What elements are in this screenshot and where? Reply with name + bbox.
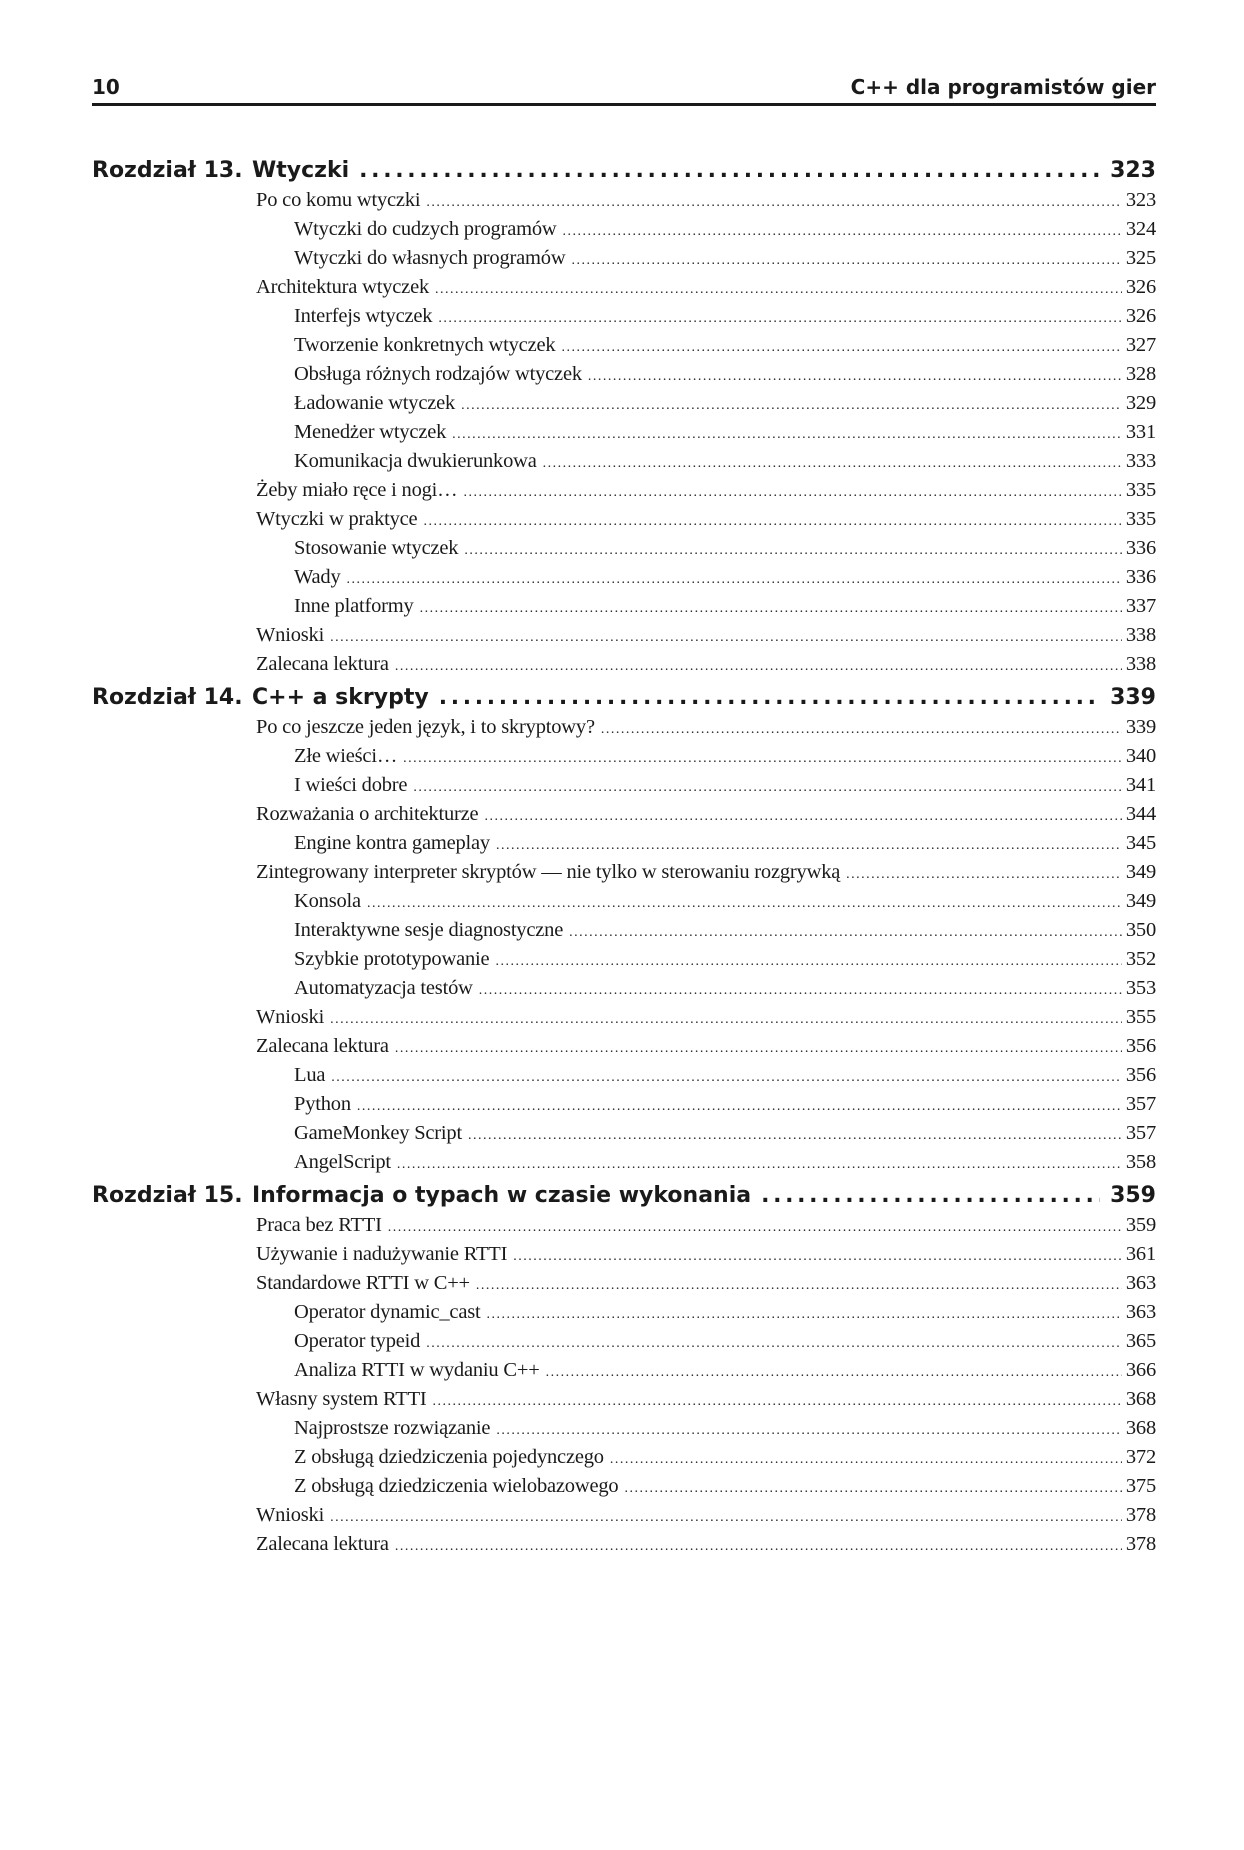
dot-leader bbox=[846, 860, 1122, 889]
entry-page-number: 324 bbox=[1125, 218, 1156, 240]
page-number: 10 bbox=[92, 75, 120, 99]
dot-leader bbox=[468, 1121, 1122, 1150]
toc-subsection-entry[interactable] bbox=[92, 1061, 1156, 1090]
entry-title: Z obsługą dziedziczenia wielobazowego bbox=[294, 1475, 619, 1497]
toc-subsection-entry[interactable] bbox=[92, 916, 1156, 945]
dot-leader bbox=[487, 1300, 1122, 1329]
entry-title: Ładowanie wtyczek bbox=[294, 392, 456, 414]
toc-subsection-entry[interactable] bbox=[92, 1090, 1156, 1119]
entry-title: Menedżer wtyczek bbox=[294, 421, 447, 443]
dot-leader bbox=[461, 391, 1122, 420]
dot-leader bbox=[624, 1474, 1121, 1503]
entry-title: Zalecana lektura bbox=[256, 1533, 389, 1555]
entry-page-number: 345 bbox=[1125, 832, 1156, 854]
toc-section-entry[interactable] bbox=[92, 650, 1156, 679]
entry-page-number: 356 bbox=[1125, 1064, 1156, 1086]
toc-subsection-entry[interactable] bbox=[92, 1414, 1156, 1443]
entry-page-number: 336 bbox=[1125, 566, 1156, 588]
entry-page-number: 357 bbox=[1125, 1093, 1156, 1115]
entry-page-number: 325 bbox=[1125, 247, 1156, 269]
running-title: C++ dla programistów gier bbox=[850, 75, 1156, 99]
chapter-label: Rozdział 13. bbox=[92, 158, 243, 183]
dot-leader bbox=[397, 1150, 1122, 1179]
entry-title: Wnioski bbox=[256, 1006, 325, 1028]
toc-subsection-entry[interactable] bbox=[92, 302, 1156, 331]
dot-leader bbox=[413, 773, 1122, 802]
toc-section-entry[interactable] bbox=[92, 621, 1156, 650]
entry-title: Lua bbox=[294, 1064, 326, 1086]
toc-subsection-entry[interactable] bbox=[92, 1119, 1156, 1148]
dot-leader bbox=[395, 652, 1122, 681]
dot-leader bbox=[433, 1387, 1122, 1416]
entry-title: Interaktywne sesje diagnostyczne bbox=[294, 919, 564, 941]
entry-title: Analiza RTTI w wydaniu C++ bbox=[294, 1359, 540, 1381]
entry-page-number: 357 bbox=[1125, 1122, 1156, 1144]
entry-page-number: 372 bbox=[1125, 1446, 1156, 1468]
entry-title: Interfejs wtyczek bbox=[294, 305, 433, 327]
toc-subsection-entry[interactable] bbox=[92, 1327, 1156, 1356]
toc-section-entry[interactable] bbox=[92, 713, 1156, 742]
entry-page-number: 378 bbox=[1125, 1533, 1156, 1555]
dot-leader bbox=[331, 1063, 1122, 1092]
entry-title: Obsługa różnych rodzajów wtyczek bbox=[294, 363, 582, 385]
entry-title: Żeby miało ręce i nogi… bbox=[256, 479, 458, 501]
chapter-heading[interactable] bbox=[92, 1181, 1156, 1211]
entry-page-number: 359 bbox=[1125, 1214, 1156, 1236]
toc-section-entry[interactable] bbox=[92, 800, 1156, 829]
dot-leader bbox=[423, 507, 1121, 536]
dot-leader bbox=[330, 1005, 1122, 1034]
entry-page-number: 353 bbox=[1125, 977, 1156, 999]
entry-title: Wnioski bbox=[256, 1504, 325, 1526]
chapter-label: Rozdział 15. bbox=[92, 1183, 243, 1208]
entry-page-number: 335 bbox=[1125, 479, 1156, 501]
entry-page-number: 349 bbox=[1125, 890, 1156, 912]
entry-page-number: 358 bbox=[1125, 1151, 1156, 1173]
entry-page-number: 339 bbox=[1125, 716, 1156, 738]
entry-page-number: 340 bbox=[1125, 745, 1156, 767]
chapter-label: Rozdział 14. bbox=[92, 685, 243, 710]
dot-leader bbox=[435, 275, 1122, 304]
dot-leader bbox=[463, 478, 1121, 507]
dot-leader bbox=[359, 156, 1100, 186]
entry-page-number: 356 bbox=[1125, 1035, 1156, 1057]
dot-leader bbox=[330, 623, 1122, 652]
entry-title: Wtyczki do własnych programów bbox=[294, 247, 566, 269]
entry-title: AngelScript bbox=[294, 1151, 391, 1173]
entry-page-number: 328 bbox=[1125, 363, 1156, 385]
entry-title: Komunikacja dwukierunkowa bbox=[294, 450, 537, 472]
toc-subsection-entry[interactable] bbox=[92, 1443, 1156, 1472]
dot-leader bbox=[367, 889, 1122, 918]
toc-subsection-entry[interactable] bbox=[92, 534, 1156, 563]
toc-subsection-entry[interactable] bbox=[92, 215, 1156, 244]
entry-title: Standardowe RTTI w C++ bbox=[256, 1272, 470, 1294]
entry-page-number: 363 bbox=[1125, 1301, 1156, 1323]
entry-title: Praca bez RTTI bbox=[256, 1214, 382, 1236]
toc-section-entry[interactable] bbox=[92, 1501, 1156, 1530]
toc-section-entry[interactable] bbox=[92, 186, 1156, 215]
entry-page-number: 352 bbox=[1125, 948, 1156, 970]
entry-title: Używanie i nadużywanie RTTI bbox=[256, 1243, 508, 1265]
entry-title: Z obsługą dziedziczenia pojedynczego bbox=[294, 1446, 604, 1468]
entry-page-number: 327 bbox=[1125, 334, 1156, 356]
entry-title: Automatyzacja testów bbox=[294, 977, 473, 999]
dot-leader bbox=[561, 333, 1121, 362]
dot-leader bbox=[438, 304, 1122, 333]
toc-section-entry[interactable] bbox=[92, 1032, 1156, 1061]
toc-subsection-entry[interactable] bbox=[92, 1356, 1156, 1385]
entry-title: Zintegrowany interpreter skryptów — nie tylko w sterowaniu rozgrywką bbox=[256, 861, 841, 883]
entry-title: Engine kontra gameplay bbox=[294, 832, 490, 854]
dot-leader bbox=[395, 1532, 1122, 1561]
entry-page-number: 378 bbox=[1125, 1504, 1156, 1526]
toc-section-entry[interactable] bbox=[92, 858, 1156, 887]
toc-section-entry[interactable] bbox=[92, 505, 1156, 534]
dot-leader bbox=[357, 1092, 1122, 1121]
chapter-title: Informacja o typach w czasie wykonania bbox=[252, 1183, 752, 1208]
entry-title: Operator dynamic_cast bbox=[294, 1301, 481, 1323]
dot-leader bbox=[388, 1213, 1122, 1242]
entry-title: Własny system RTTI bbox=[256, 1388, 427, 1410]
entry-page-number: 326 bbox=[1125, 305, 1156, 327]
entry-page-number: 323 bbox=[1125, 189, 1156, 211]
toc-section-entry[interactable] bbox=[92, 1003, 1156, 1032]
dot-leader bbox=[761, 1181, 1100, 1211]
entry-title: Konsola bbox=[294, 890, 361, 912]
entry-page-number: 326 bbox=[1125, 276, 1156, 298]
entry-page-number: 337 bbox=[1125, 595, 1156, 617]
dot-leader bbox=[426, 1329, 1122, 1358]
entry-page-number: 331 bbox=[1125, 421, 1156, 443]
page-header bbox=[92, 72, 1156, 106]
entry-title: Po co jeszcze jeden język, i to skryptowy? bbox=[256, 716, 595, 738]
entry-title: Operator typeid bbox=[294, 1330, 421, 1352]
dot-leader bbox=[569, 918, 1122, 947]
toc-section-entry[interactable] bbox=[92, 1385, 1156, 1414]
entry-title: Najprostsze rozwiązanie bbox=[294, 1417, 491, 1439]
chapter-page-number: 323 bbox=[1110, 158, 1156, 183]
chapter-title: Wtyczki bbox=[252, 158, 350, 183]
entry-page-number: 333 bbox=[1125, 450, 1156, 472]
entry-title: I wieści dobre bbox=[294, 774, 408, 796]
dot-leader bbox=[476, 1271, 1122, 1300]
toc-subsection-entry[interactable] bbox=[92, 389, 1156, 418]
toc-subsection-entry[interactable] bbox=[92, 771, 1156, 800]
entry-title: Architektura wtyczek bbox=[256, 276, 430, 298]
entry-page-number: 349 bbox=[1125, 861, 1156, 883]
toc-subsection-entry[interactable] bbox=[92, 447, 1156, 476]
entry-title: Rozważania o architekturze bbox=[256, 803, 479, 825]
dot-leader bbox=[479, 976, 1122, 1005]
entry-page-number: 341 bbox=[1125, 774, 1156, 796]
entry-title: Zalecana lektura bbox=[256, 653, 389, 675]
entry-page-number: 335 bbox=[1125, 508, 1156, 530]
entry-title: Po co komu wtyczki bbox=[256, 189, 421, 211]
entry-page-number: 338 bbox=[1125, 624, 1156, 646]
entry-title: Szybkie prototypowanie bbox=[294, 948, 490, 970]
toc-subsection-entry[interactable] bbox=[92, 1148, 1156, 1177]
dot-leader bbox=[610, 1445, 1122, 1474]
dot-leader bbox=[563, 217, 1122, 246]
toc-subsection-entry[interactable] bbox=[92, 829, 1156, 858]
toc-section-entry[interactable] bbox=[92, 1240, 1156, 1269]
entry-title: Złe wieści… bbox=[294, 745, 398, 767]
toc-subsection-entry[interactable] bbox=[92, 742, 1156, 771]
dot-leader bbox=[420, 594, 1122, 623]
entry-page-number: 366 bbox=[1125, 1359, 1156, 1381]
dot-leader bbox=[588, 362, 1122, 391]
table-of-contents bbox=[92, 156, 1156, 1559]
entry-title: Wnioski bbox=[256, 624, 325, 646]
entry-page-number: 329 bbox=[1125, 392, 1156, 414]
dot-leader bbox=[452, 420, 1122, 449]
dot-leader bbox=[484, 802, 1121, 831]
entry-title: Tworzenie konkretnych wtyczek bbox=[294, 334, 556, 356]
entry-title: Zalecana lektura bbox=[256, 1035, 389, 1057]
entry-page-number: 361 bbox=[1125, 1243, 1156, 1265]
entry-page-number: 350 bbox=[1125, 919, 1156, 941]
dot-leader bbox=[403, 744, 1122, 773]
toc-subsection-entry[interactable] bbox=[92, 1472, 1156, 1501]
entry-title: Inne platformy bbox=[294, 595, 414, 617]
entry-page-number: 355 bbox=[1125, 1006, 1156, 1028]
dot-leader bbox=[464, 536, 1121, 565]
dot-leader bbox=[601, 715, 1122, 744]
dot-leader bbox=[496, 1416, 1122, 1445]
dot-leader bbox=[543, 449, 1122, 478]
chapter-heading[interactable] bbox=[92, 683, 1156, 713]
dot-leader bbox=[395, 1034, 1122, 1063]
toc-section-entry[interactable] bbox=[92, 1530, 1156, 1559]
toc-subsection-entry[interactable] bbox=[92, 945, 1156, 974]
dot-leader bbox=[495, 947, 1121, 976]
entry-page-number: 375 bbox=[1125, 1475, 1156, 1497]
dot-leader bbox=[513, 1242, 1122, 1271]
dot-leader bbox=[571, 246, 1121, 275]
entry-page-number: 338 bbox=[1125, 653, 1156, 675]
entry-title: GameMonkey Script bbox=[294, 1122, 462, 1144]
toc-subsection-entry[interactable] bbox=[92, 887, 1156, 916]
entry-page-number: 344 bbox=[1125, 803, 1156, 825]
chapter-title: C++ a skrypty bbox=[252, 685, 429, 710]
dot-leader bbox=[426, 188, 1121, 217]
toc-section-entry[interactable] bbox=[92, 1269, 1156, 1298]
dot-leader bbox=[347, 565, 1122, 594]
toc-subsection-entry[interactable] bbox=[92, 563, 1156, 592]
toc-subsection-entry[interactable] bbox=[92, 244, 1156, 273]
entry-page-number: 365 bbox=[1125, 1330, 1156, 1352]
toc-subsection-entry[interactable] bbox=[92, 418, 1156, 447]
dot-leader bbox=[439, 683, 1100, 713]
toc-subsection-entry[interactable] bbox=[92, 592, 1156, 621]
toc-section-entry[interactable] bbox=[92, 273, 1156, 302]
toc-section-entry[interactable] bbox=[92, 476, 1156, 505]
entry-title: Wtyczki do cudzych programów bbox=[294, 218, 557, 240]
toc-subsection-entry[interactable] bbox=[92, 974, 1156, 1003]
entry-page-number: 368 bbox=[1125, 1417, 1156, 1439]
entry-title: Stosowanie wtyczek bbox=[294, 537, 459, 559]
entry-title: Python bbox=[294, 1093, 351, 1115]
entry-title: Wady bbox=[294, 566, 341, 588]
toc-subsection-entry[interactable] bbox=[92, 331, 1156, 360]
dot-leader bbox=[546, 1358, 1122, 1387]
toc-section-entry[interactable] bbox=[92, 1211, 1156, 1240]
dot-leader bbox=[496, 831, 1122, 860]
chapter-page-number: 359 bbox=[1110, 1183, 1156, 1208]
entry-page-number: 363 bbox=[1125, 1272, 1156, 1294]
entry-page-number: 368 bbox=[1125, 1388, 1156, 1410]
toc-subsection-entry[interactable] bbox=[92, 1298, 1156, 1327]
chapter-page-number: 339 bbox=[1110, 685, 1156, 710]
toc-subsection-entry[interactable] bbox=[92, 360, 1156, 389]
entry-title: Wtyczki w praktyce bbox=[256, 508, 418, 530]
chapter-heading[interactable] bbox=[92, 156, 1156, 186]
dot-leader bbox=[330, 1503, 1122, 1532]
entry-page-number: 336 bbox=[1125, 537, 1156, 559]
